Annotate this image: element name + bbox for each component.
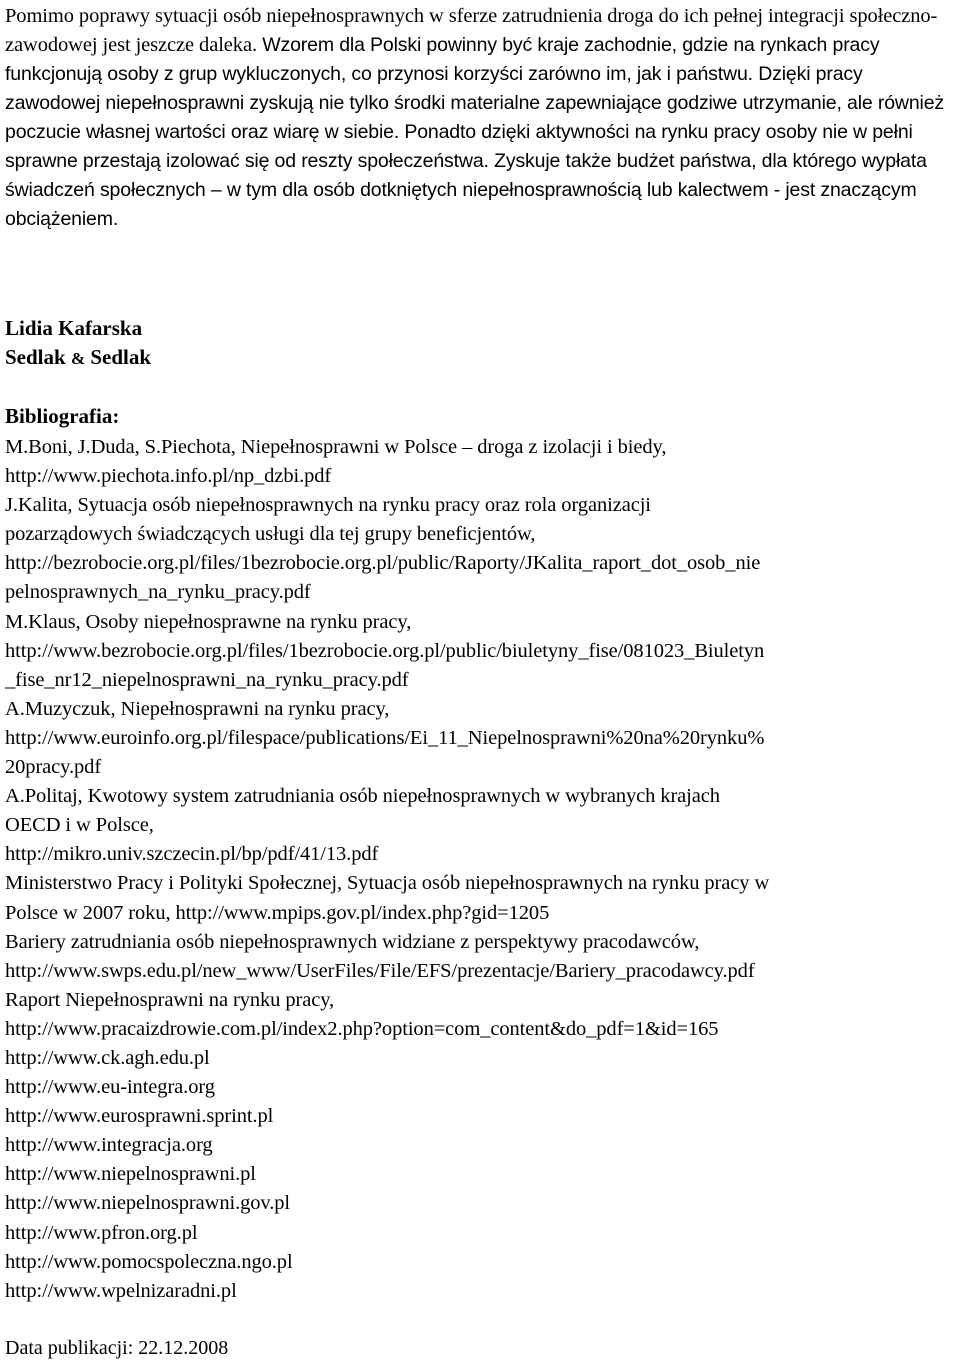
bibliography-link[interactable]: http://www.piechota.info.pl/np_dzbi.pdf [5,465,332,488]
bibliography-link[interactable]: http://www.integracja.org [5,1134,213,1157]
bibliography-link[interactable]: http://www.pfron.org.pl [5,1221,198,1244]
bibliography-line: A.Politaj, Kwotowy system zatrudniania osób niepełnosprawnych w wybranych krajach [5,785,720,808]
intro-paragraph [5,0,958,234]
bibliography-link[interactable]: http://www.euroinfo.org.pl/filespace/publications/Ei_11_Niepelnosprawni%20na%20rynku% [5,726,765,749]
author-name: Lidia Kafarska [5,316,143,340]
author-company-part2: Sedlak [85,345,152,369]
author-company [5,343,151,373]
bibliography-link[interactable]: http://bezrobocie.org.pl/files/1bezrobocie.org.pl/public/Raporty/JKalita_raport_dot_osob_nie [5,552,761,575]
bibliography-heading: Bibliografia: [5,404,120,428]
bibliography-link[interactable]: http://www.swps.edu.pl/new_www/UserFiles/File/EFS/prezentacje/Bariery_pracodawcy.pdf [5,959,755,982]
bibliography-line: pozarządowych świadczących usługi dla tej grupy beneficjentów, [5,523,536,546]
author-company-part1: Sedlak [5,345,71,369]
bibliography-line: Polsce w 2007 roku, http://www.mpips.gov.pl/index.php?gid=1205 [5,901,550,924]
article-page [5,0,958,1359]
bibliography-link[interactable]: http://www.niepelnosprawni.pl [5,1163,256,1186]
bibliography-link[interactable]: http://mikro.univ.szczecin.pl/bp/pdf/41/13.pdf [5,843,379,866]
bibliography-link[interactable]: http://www.niepelnosprawni.gov.pl [5,1192,290,1215]
bibliography-line: J.Kalita, Sytuacja osób niepełnosprawnych na rynku pracy oraz rola organizacji [5,494,651,517]
bibliography-line: OECD i w Polsce, [5,814,154,837]
publication-date: Data publikacji: 22.12.2008 [5,1337,229,1359]
bibliography-line: Raport Niepełnosprawni na rynku pracy, [5,988,335,1011]
bibliography-link[interactable]: pelnosprawnych_na_rynku_pracy.pdf [5,581,311,604]
bibliography-link[interactable]: http://www.eu-integra.org [5,1076,215,1099]
bibliography-link[interactable]: http://www.wpelnizaradni.pl [5,1279,237,1302]
bibliography-line: Ministerstwo Pracy i Polityki Społecznej, Sytuacja osób niepełnosprawnych na rynku pracy w [5,872,770,895]
bibliography-list [5,433,958,1306]
intro-lead-text: Pomimo poprawy sytuacji osób niepełnosprawnych w sferze zatrudnienia droga do ich pełnej integracji społeczno-zawodowej jest jeszcze daleka. [5,5,938,56]
bibliography-line: A.Muzyczuk, Niepełnosprawni na rynku pracy, [5,697,390,720]
author-company-ampersand: & [70,349,86,368]
bibliography-link[interactable]: http://www.eurosprawni.sprint.pl [5,1105,274,1128]
bibliography-link[interactable]: http://www.pomocspoleczna.ngo.pl [5,1250,293,1273]
bibliography-link[interactable]: http://www.pracaizdrowie.com.pl/index2.php?option=com_content&do_pdf=1&id=165 [5,1017,719,1040]
bibliography-line: M.Boni, J.Duda, S.Piechota, Niepełnosprawni w Polsce – droga z izolacji i biedy, [5,436,667,458]
bibliography-link[interactable]: _fise_nr12_niepelnosprawni_na_rynku_pracy.pdf [5,668,409,691]
bibliography-link[interactable]: http://www.bezrobocie.org.pl/files/1bezrobocie.org.pl/public/biuletyny_fise/081023_Biuletyn [5,639,765,662]
intro-body-text: Wzorem dla Polski powinny być kraje zachodnie, gdzie na rynkach pracy funkcjonują osoby z grup wykluczonych, co przynosi korzyści zarówno im, jak i państwu. Dzięki pracy zawodowej niepełnosprawni zyskują nie tylko środki materialne zapewniające godziwe utrzymanie, ale również poczucie własnej wartości oraz wiarę w siebie. Ponadto dzięki aktywności na rynku pracy osoby nie w pełni sprawne przestają izolować się od reszty społeczeństwa. Zyskuje także budżet państwa, dla którego wypłata świadczeń społecznych – w tym dla osób dotkniętych niepełnosprawnością lub kalectwem - jest znaczącym obciążeniem. [5,34,945,230]
bibliography-link[interactable]: 20pracy.pdf [5,756,102,779]
author-block [5,314,151,373]
bibliography-line: Bariery zatrudniania osób niepełnosprawnych widziane z perspektywy pracodawców, [5,930,700,953]
bibliography-line: M.Klaus, Osoby niepełnosprawne na rynku pracy, [5,610,412,633]
bibliography-link[interactable]: http://www.ck.agh.edu.pl [5,1046,210,1069]
